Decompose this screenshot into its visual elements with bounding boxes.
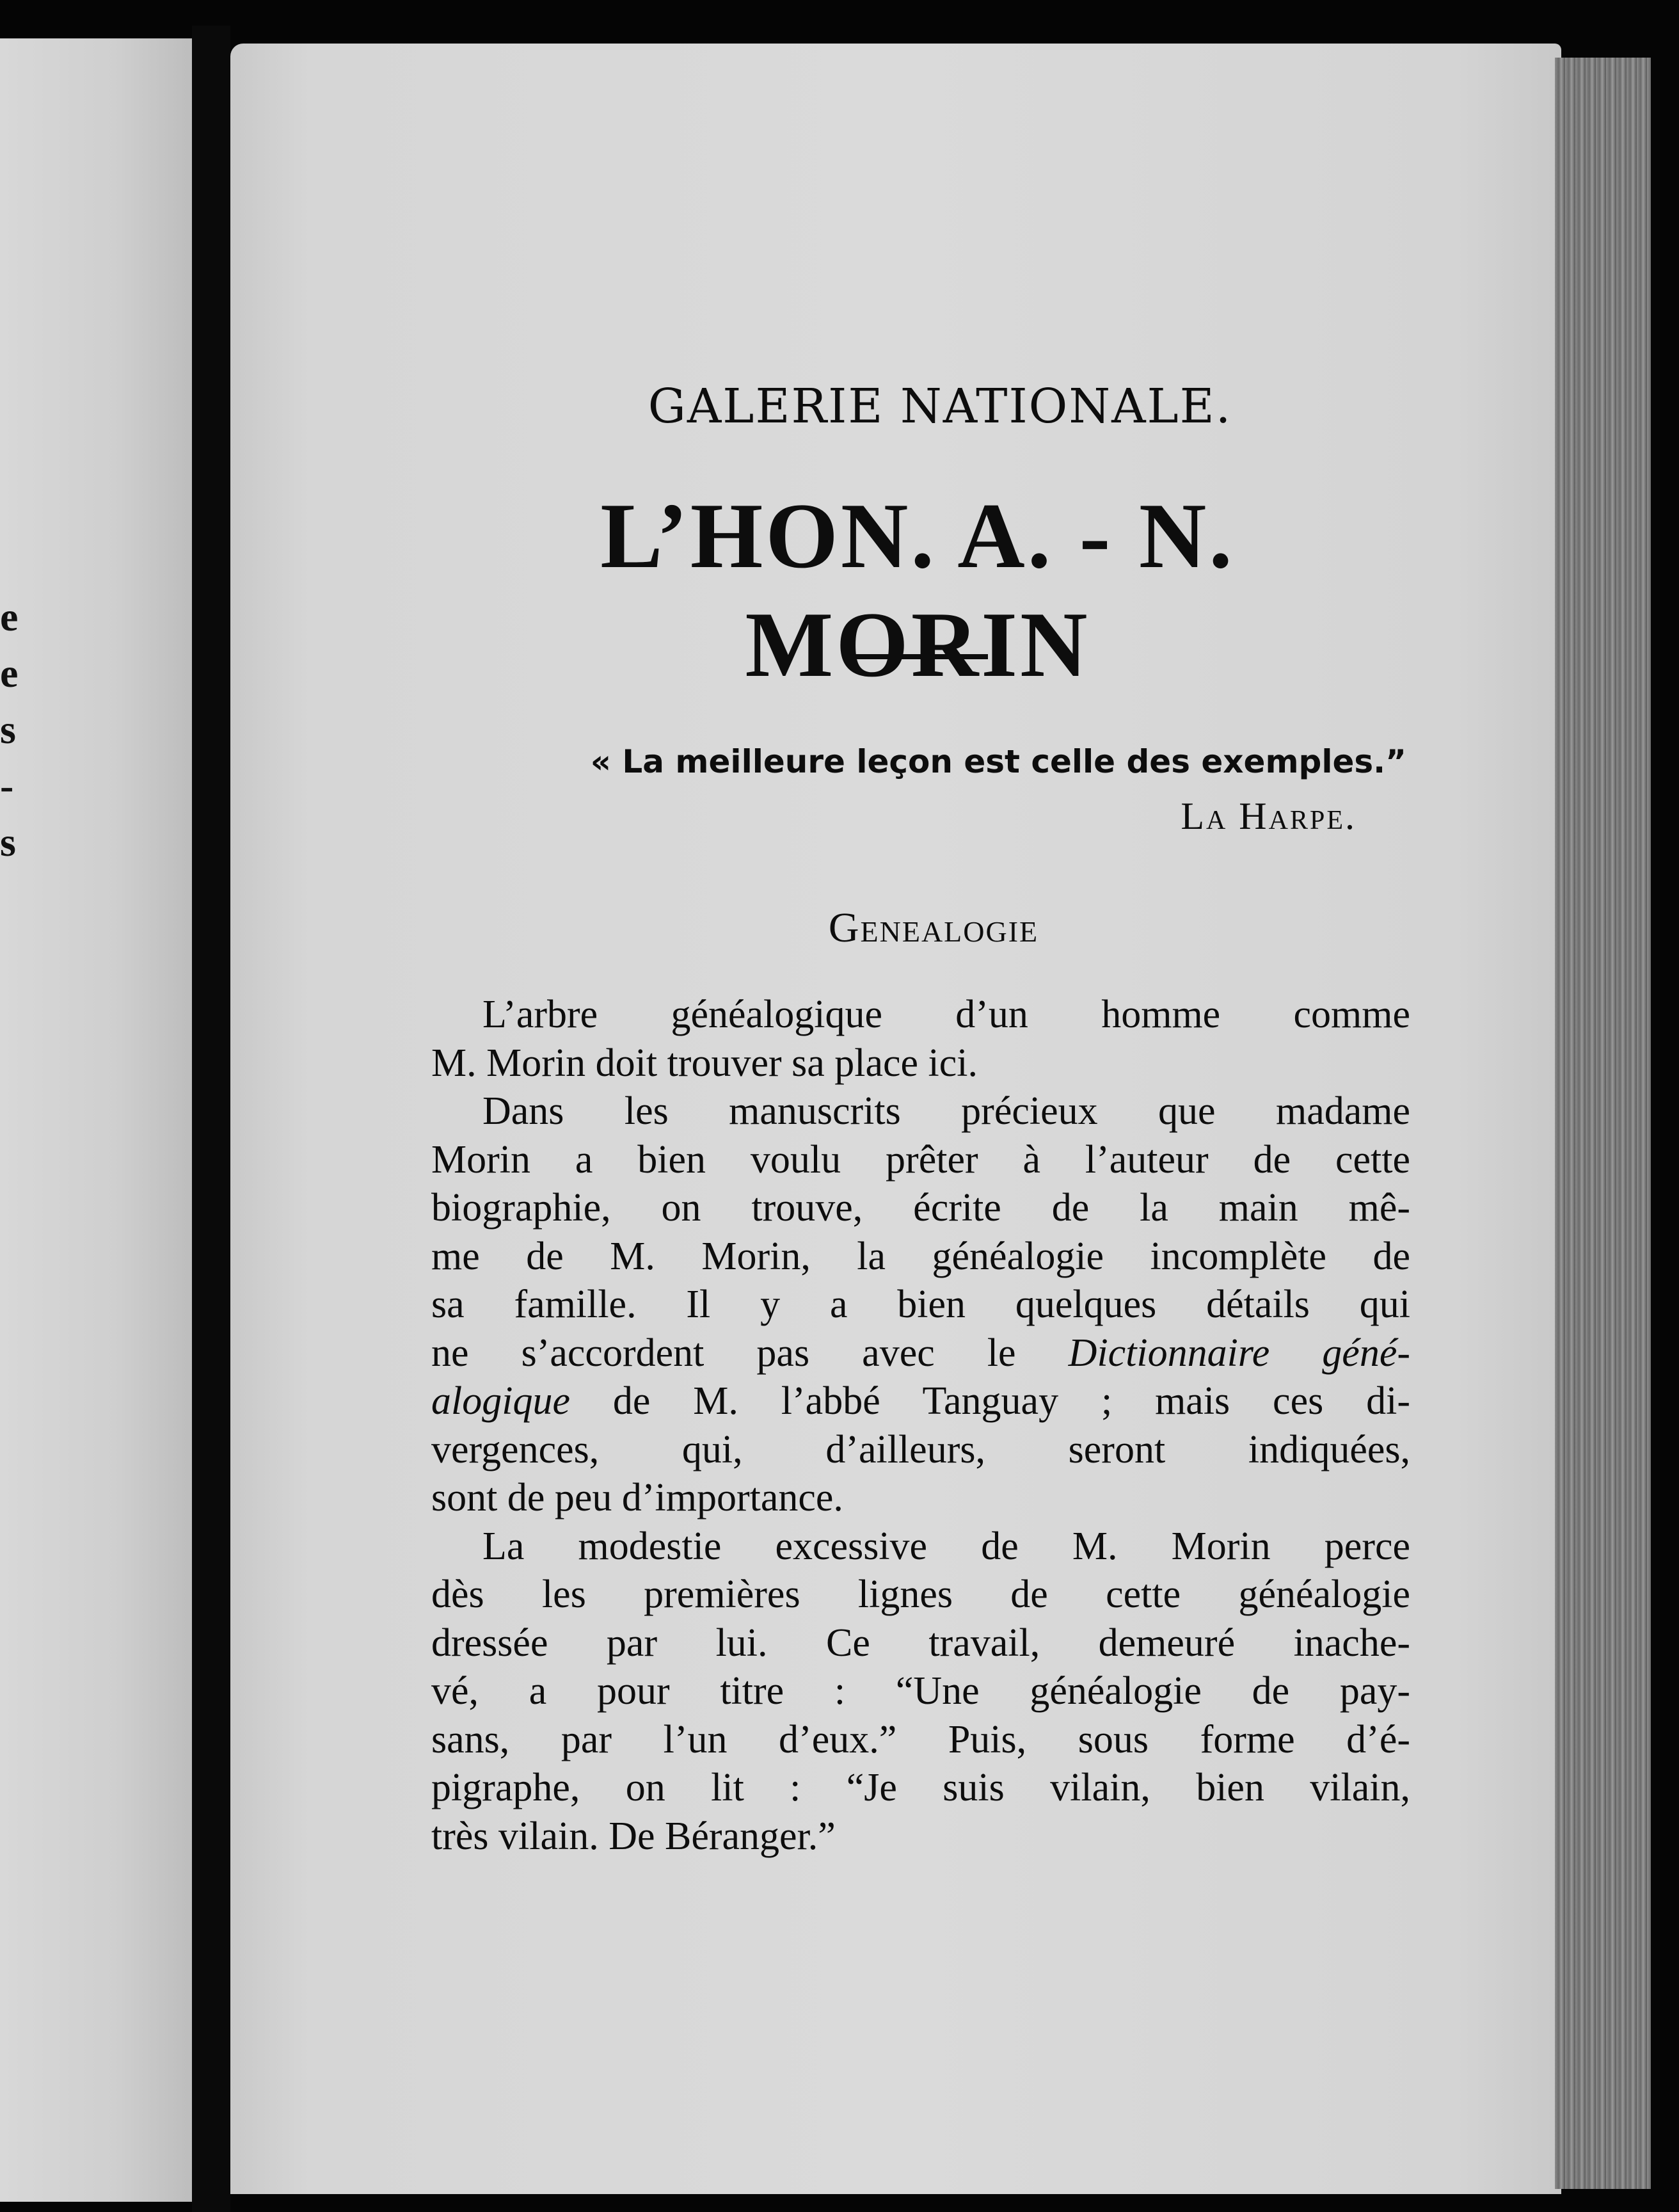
text-line [431, 1329, 1410, 1378]
edge-letter: s [0, 707, 16, 752]
book-gutter [192, 26, 230, 2212]
epigraph: « La meilleure leçon est celle des exemples.” [590, 743, 1406, 780]
paragraph [431, 1087, 1410, 1523]
text-line: vergences, qui, d’ailleurs, seront indiquées, [431, 1427, 1410, 1471]
text-line: pigraphe, on lit : “Je suis vilain, bien vilain, [431, 1766, 1410, 1809]
text-line: sont de peu d’importance. [431, 1476, 843, 1519]
running-header: GALERIE NATIONALE. [648, 379, 1232, 434]
epigraph-attribution: La Harpe. [1181, 795, 1357, 837]
text-fragment: de M. l’abbé Tanguay ; mais ces di- [569, 1379, 1410, 1423]
text-line: biographie, on trouve, écrite de la main mê- [431, 1186, 1410, 1230]
text-line: La modestie excessive de M. Morin perce [482, 1524, 1410, 1568]
edge-letter: - [0, 763, 14, 808]
text-line: sans, par l’un d’eux.” Puis, sous forme d’é- [431, 1717, 1410, 1761]
scan-right-border [1651, 0, 1679, 2212]
adjacent-left-page [0, 38, 192, 2202]
italic-title-fragment: alogique [431, 1379, 570, 1423]
text-line [431, 1377, 1410, 1426]
paragraph [431, 991, 1410, 1087]
text-fragment: ne s’accordent pas avec le [431, 1331, 1069, 1375]
scan-top-border [0, 0, 1679, 38]
text-line: dressée par lui. Ce travail, demeuré inache- [431, 1621, 1410, 1665]
text-line: sa famille. Il y a bien quelques détails qui [431, 1283, 1410, 1326]
text-line: vé, a pour titre : “Une généalogie de pay- [431, 1669, 1410, 1713]
text-line: me de M. Morin, la généalogie incomplète de [431, 1234, 1410, 1278]
text-line: très vilain. De Béranger.” [431, 1814, 836, 1858]
edge-letter: s [0, 819, 16, 865]
text-line: Morin a bien voulu prêter à l’auteur de cette [431, 1137, 1410, 1182]
body-text [431, 991, 1410, 1861]
text-line: M. Morin doit trouver sa place ici. [431, 1041, 978, 1085]
paragraph [431, 1523, 1410, 1861]
page-title: L’HON. A. - N. MORIN [600, 484, 1235, 696]
left-page-edge-letters [0, 589, 19, 870]
italic-title-fragment: Dictionnaire géné- [1068, 1331, 1410, 1375]
edge-letter: e [0, 594, 19, 639]
edge-letter: e [0, 650, 19, 696]
section-heading: Genealogie [828, 904, 1039, 951]
text-line: L’arbre généalogique d’un homme comme [482, 993, 1410, 1036]
stacked-page-edges [1555, 58, 1651, 2189]
text-line: dès les premières lignes de cette généalogie [431, 1573, 1410, 1616]
page-content [431, 371, 1410, 1861]
text-line: Dans les manuscrits précieux que madame [482, 1089, 1410, 1133]
